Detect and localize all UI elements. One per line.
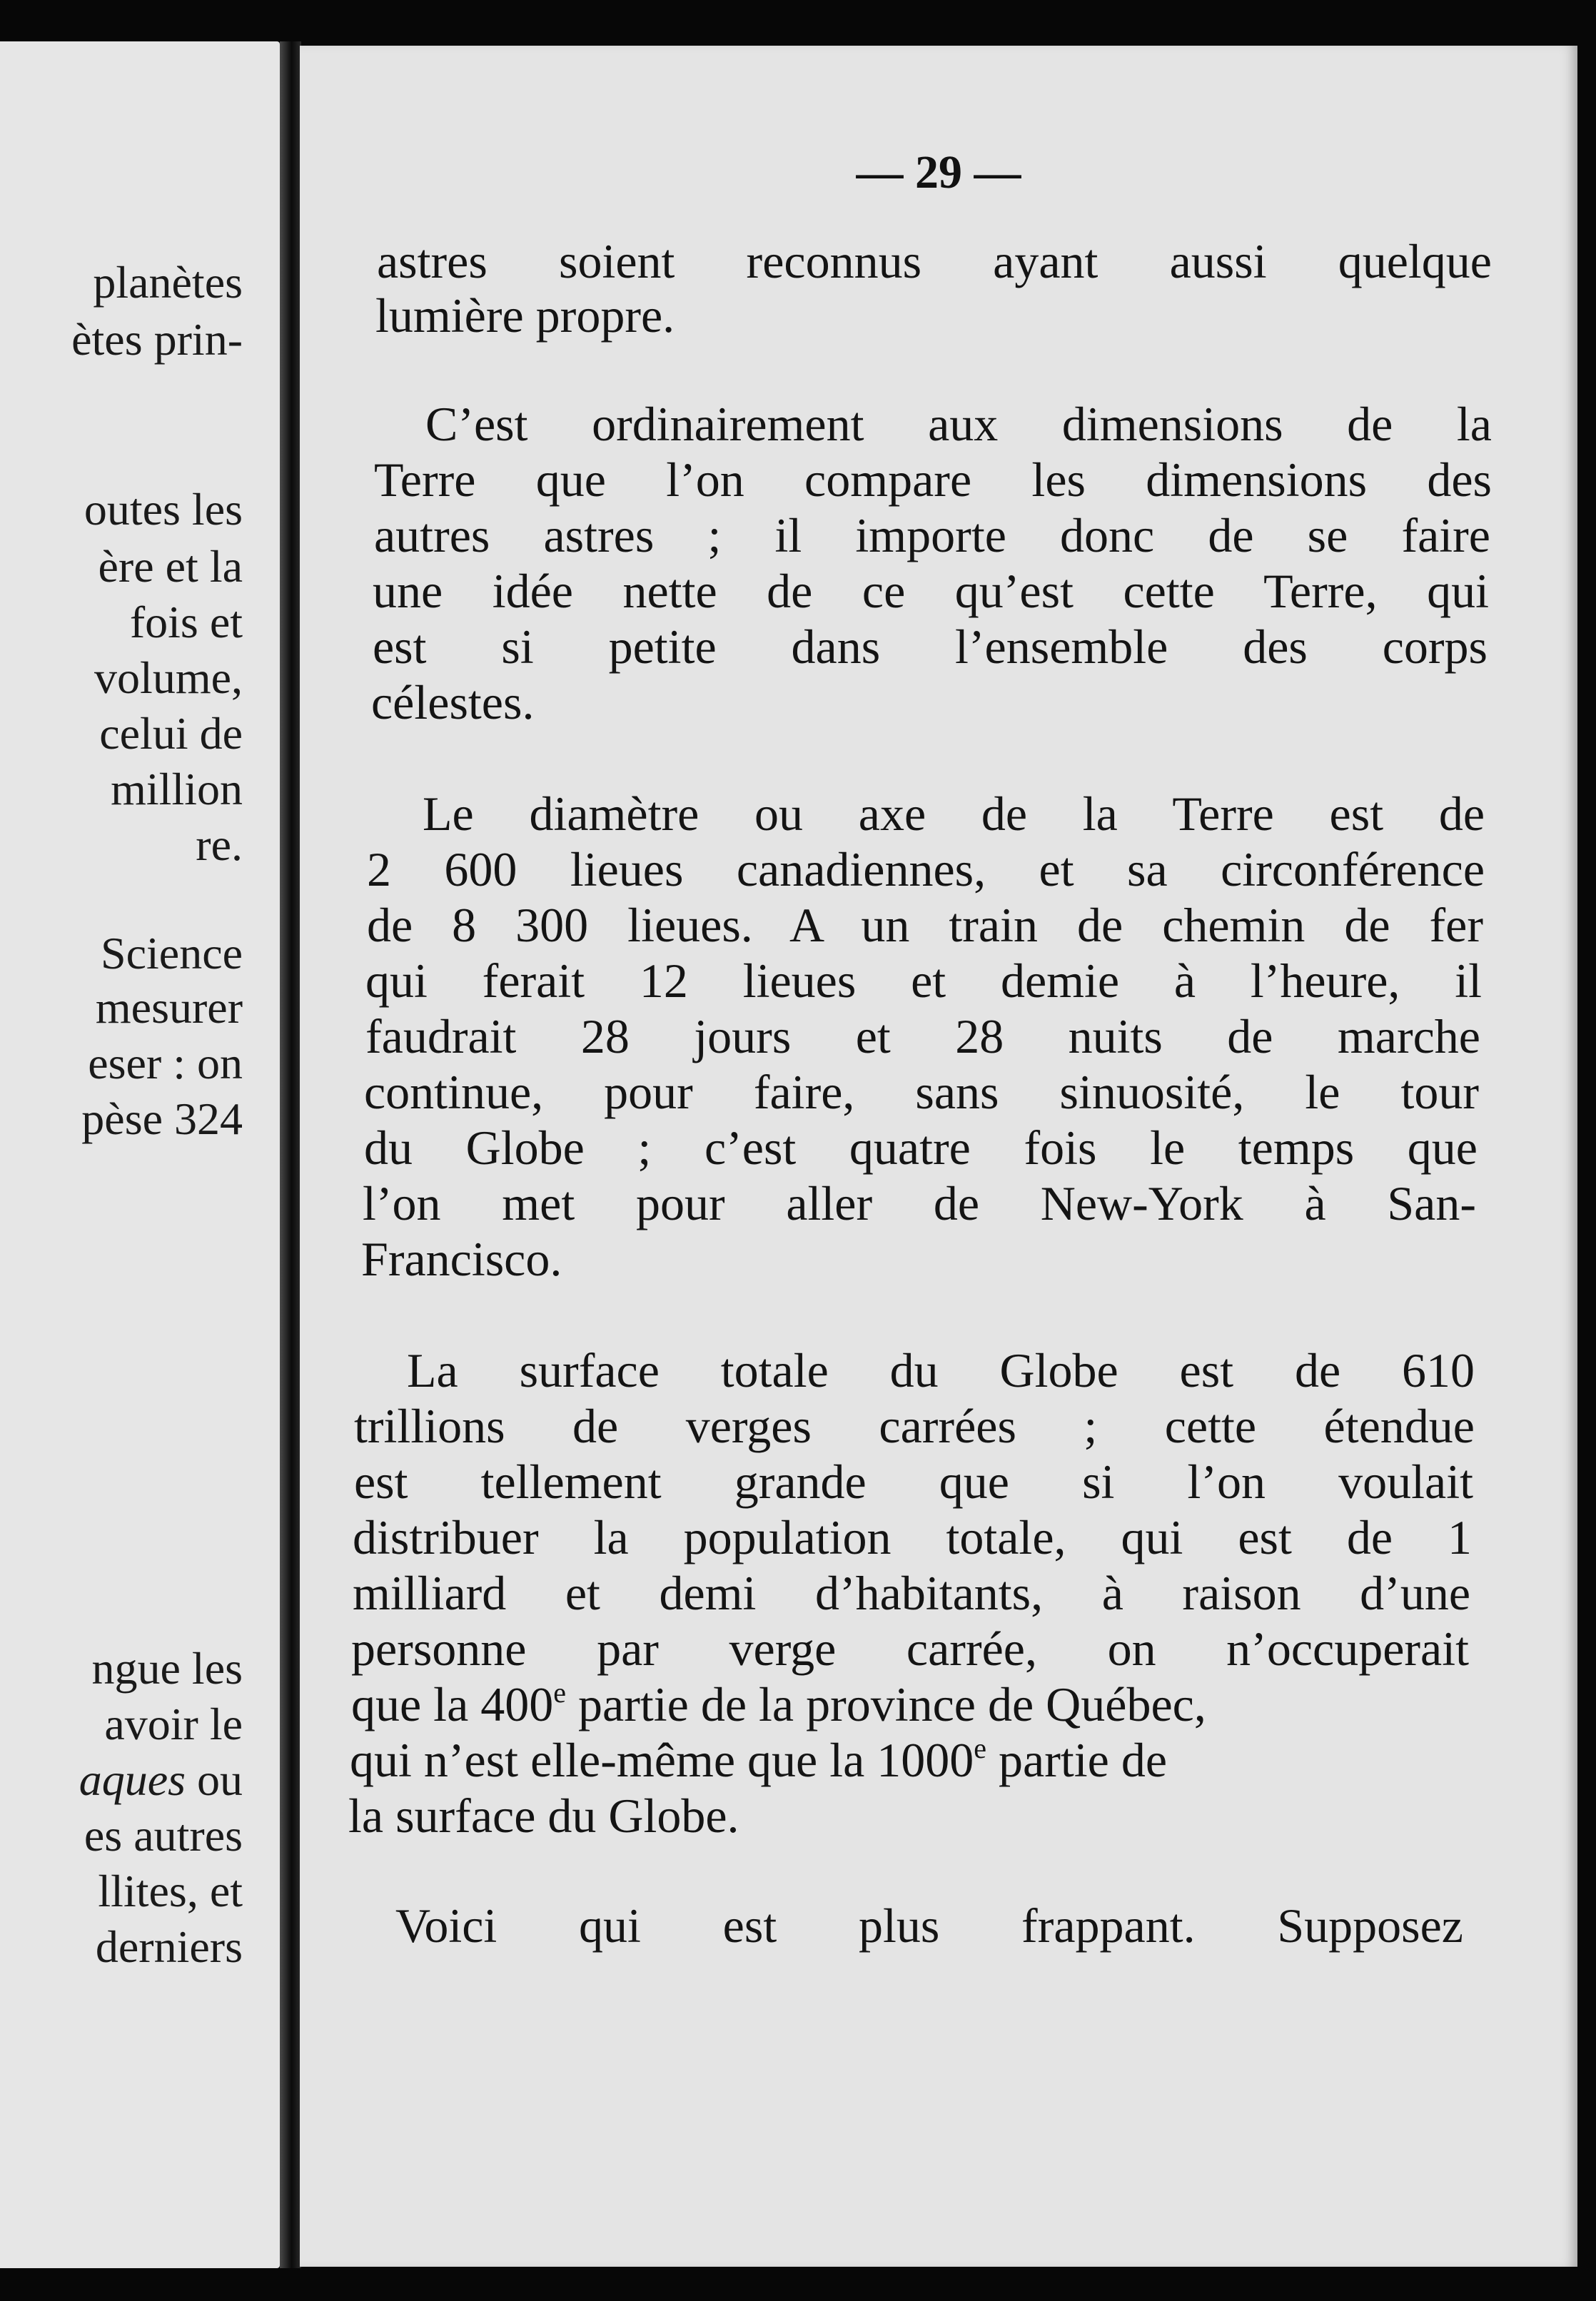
text-line: faudrait 28 jours et 28 nuits de marche <box>365 1009 1480 1063</box>
superscript-e: e <box>974 1732 987 1764</box>
text-line: Francisco. <box>361 1232 562 1286</box>
left-text-fragment <box>79 1754 243 1805</box>
text-segment-start: qui n’est elle-même que la 1000 <box>350 1733 974 1787</box>
left-text-fragment: volume, <box>94 652 243 703</box>
text-line: Voici qui est plus frappant. Supposez <box>395 1898 1463 1953</box>
text-line: continue, pour faire, sans sinuosité, le tour <box>364 1065 1479 1119</box>
text-line: distribuer la population totale, qui est de 1 <box>353 1510 1472 1564</box>
text-line: de 8 300 lieues. A un train de chemin de fer <box>367 898 1483 952</box>
text-line: la surface du Globe. <box>348 1789 739 1843</box>
text-line: qui ferait 12 lieues et demie à l’heure, il <box>365 954 1482 1008</box>
text-line: lumière propre. <box>375 288 675 343</box>
book-gutter <box>280 41 301 2268</box>
text-line: célestes. <box>371 675 535 729</box>
text-line <box>350 1732 1466 1787</box>
text-line: milliard et demi d’habitants, à raison d’une <box>353 1566 1470 1620</box>
text-line: du Globe ; c’est quatre fois le temps que <box>364 1121 1478 1175</box>
left-text-fragment: million <box>111 764 243 814</box>
right-page <box>300 46 1577 2267</box>
left-text-fragment: planètes <box>93 257 243 308</box>
left-text-fragment: pèse 324 <box>81 1093 243 1144</box>
left-text-fragment: fois et <box>129 597 243 647</box>
text-line: C’est ordinairement aux dimensions de la <box>425 397 1492 451</box>
text-segment <box>351 1677 1206 1731</box>
text-segment-end: partie de la province de Québec, <box>566 1677 1206 1731</box>
left-text-fragment: ngue les <box>91 1643 243 1694</box>
left-text-fragment: outes les <box>84 484 243 535</box>
left-text-fragment: ètes prin- <box>71 314 243 365</box>
text-line: l’on met pour aller de New-York à San- <box>363 1176 1476 1230</box>
left-text-fragment: mesurer <box>95 982 243 1033</box>
left-text-fragment: Science <box>101 928 243 978</box>
left-text-fragment: eser : on <box>88 1038 243 1088</box>
left-page-fragment <box>0 41 280 2268</box>
text-segment-start: que la 400 <box>351 1677 554 1731</box>
left-text-fragment: celui de <box>99 708 243 759</box>
left-text-fragment: re. <box>196 819 243 870</box>
text-line: est si petite dans l’ensemble des corps <box>373 620 1488 674</box>
text-line: est tellement grande que si l’on voulait <box>354 1455 1473 1509</box>
left-text-fragment: derniers <box>95 1921 243 1972</box>
text-line: astres soient reconnus ayant aussi quelque <box>377 234 1492 288</box>
left-text-fragment: avoir le <box>104 1699 243 1749</box>
text-line <box>351 1677 1468 1731</box>
left-text-fragment: es autres <box>84 1810 243 1861</box>
text-line: trillions de verges carrées ; cette étendue <box>354 1399 1475 1453</box>
text-line: La surface totale du Globe est de 610 <box>407 1343 1475 1397</box>
left-text-suffix: ou <box>186 1754 243 1805</box>
text-segment-end: partie de <box>986 1733 1168 1787</box>
text-line: Terre que l’on compare les dimensions des <box>374 452 1492 507</box>
left-text-fragment: llites, et <box>98 1866 243 1916</box>
text-line: une idée nette de ce qu’est cette Terre, qui <box>373 564 1489 618</box>
left-italic-word: aques <box>79 1754 186 1805</box>
text-line: personne par verge carrée, on n’occuperait <box>351 1622 1469 1676</box>
left-text-fragment: ère et la <box>98 541 243 592</box>
page-number: — 29 — <box>856 146 1021 198</box>
text-line: Le diamètre ou axe de la Terre est de <box>423 787 1485 841</box>
text-segment <box>350 1733 1167 1787</box>
text-line: autres astres ; il importe donc de se faire <box>374 508 1490 562</box>
superscript-e: e <box>553 1677 567 1709</box>
text-line: 2 600 lieues canadiennes, et sa circonférence <box>367 842 1485 896</box>
